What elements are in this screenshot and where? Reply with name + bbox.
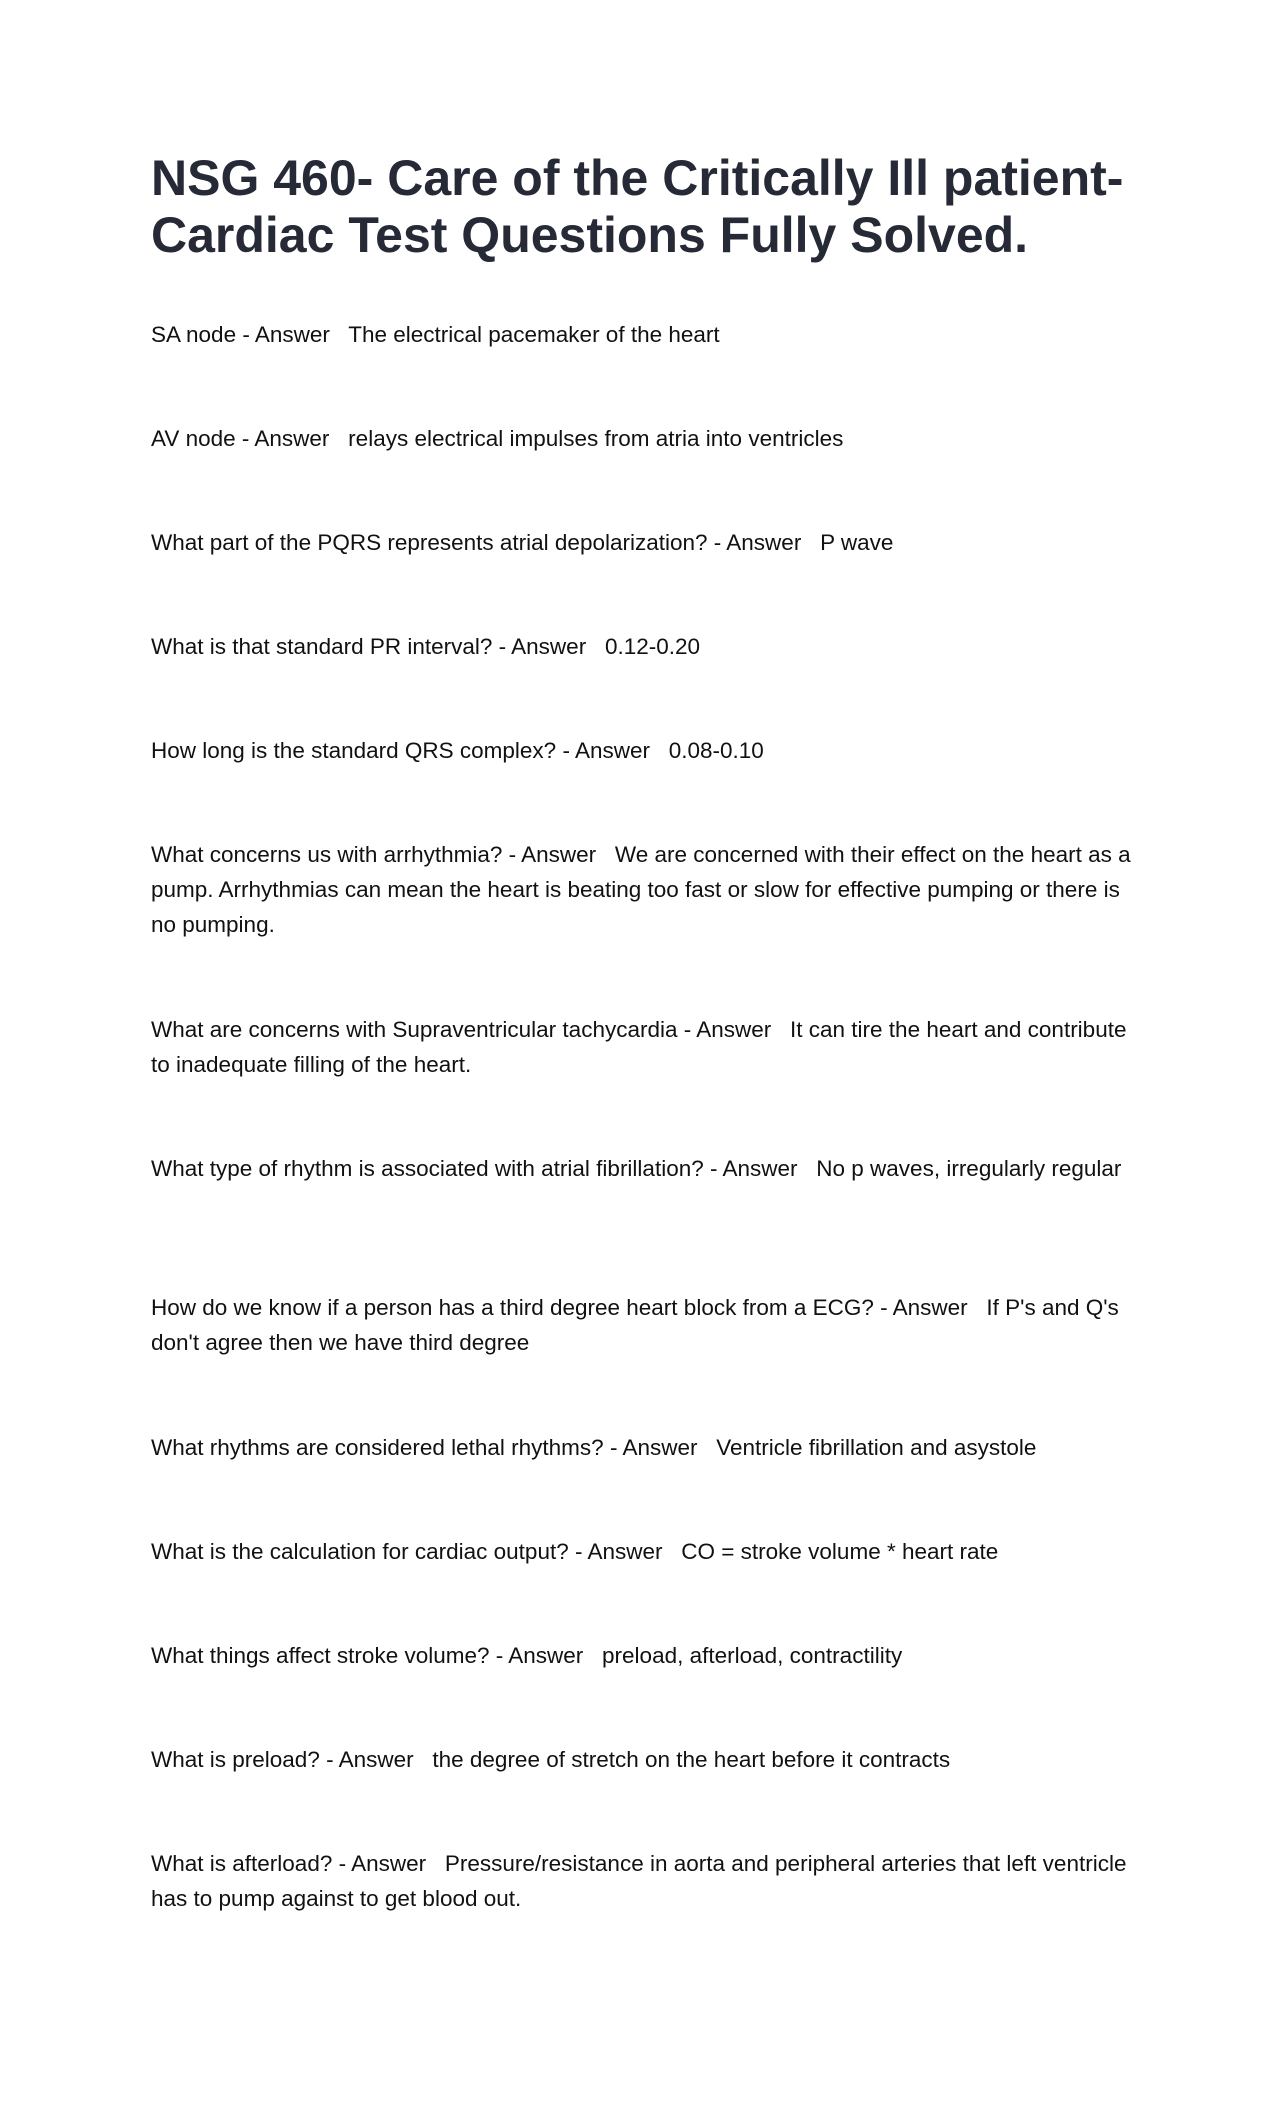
qa-item: What is the calculation for cardiac output? - Answer CO = stroke volume * heart rate	[151, 1539, 999, 1564]
qa-item: What is preload? - Answer the degree of stretch on the heart before it contracts	[151, 1747, 951, 1772]
qa-item: What are concerns with Supraventricular tachycardia - Answer It can tire the heart and contribute to inadequate filling of the heart.	[151, 1017, 1133, 1077]
qa-item: How do we know if a person has a third degree heart block from a ECG? - Answer If P's and Q's don't agree then we have third degree	[151, 1295, 1126, 1355]
qa-item: How long is the standard QRS complex? - Answer 0.08-0.10	[151, 738, 764, 763]
qa-item: AV node - Answer relays electrical impulses from atria into ventricles	[151, 426, 844, 451]
qa-item: What is afterload? - Answer Pressure/resistance in aorta and peripheral arteries that left ventricle has to pump against to get blood out.	[151, 1851, 1133, 1911]
qa-item: SA node - Answer The electrical pacemaker of the heart	[151, 322, 720, 347]
qa-item: What part of the PQRS represents atrial depolarization? - Answer P wave	[151, 530, 894, 555]
page-title: NSG 460- Care of the Critically Ill patient- Cardiac Test Questions Fully Solved.	[151, 150, 1124, 263]
qa-item: What type of rhythm is associated with atrial fibrillation? - Answer No p waves, irregularly regular	[151, 1156, 1122, 1181]
qa-item: What rhythms are considered lethal rhythms? - Answer Ventricle fibrillation and asystole	[151, 1435, 1037, 1460]
qa-item: What things affect stroke volume? - Answer preload, afterload, contractility	[151, 1643, 903, 1668]
qa-item: What concerns us with arrhythmia? - Answer We are concerned with their effect on the heart as a pump. Arrhythmias can mean the heart is beating too fast or slow for effective pumping or there is no pumping.	[151, 842, 1137, 937]
qa-item: What is that standard PR interval? - Answer 0.12-0.20	[151, 634, 701, 659]
